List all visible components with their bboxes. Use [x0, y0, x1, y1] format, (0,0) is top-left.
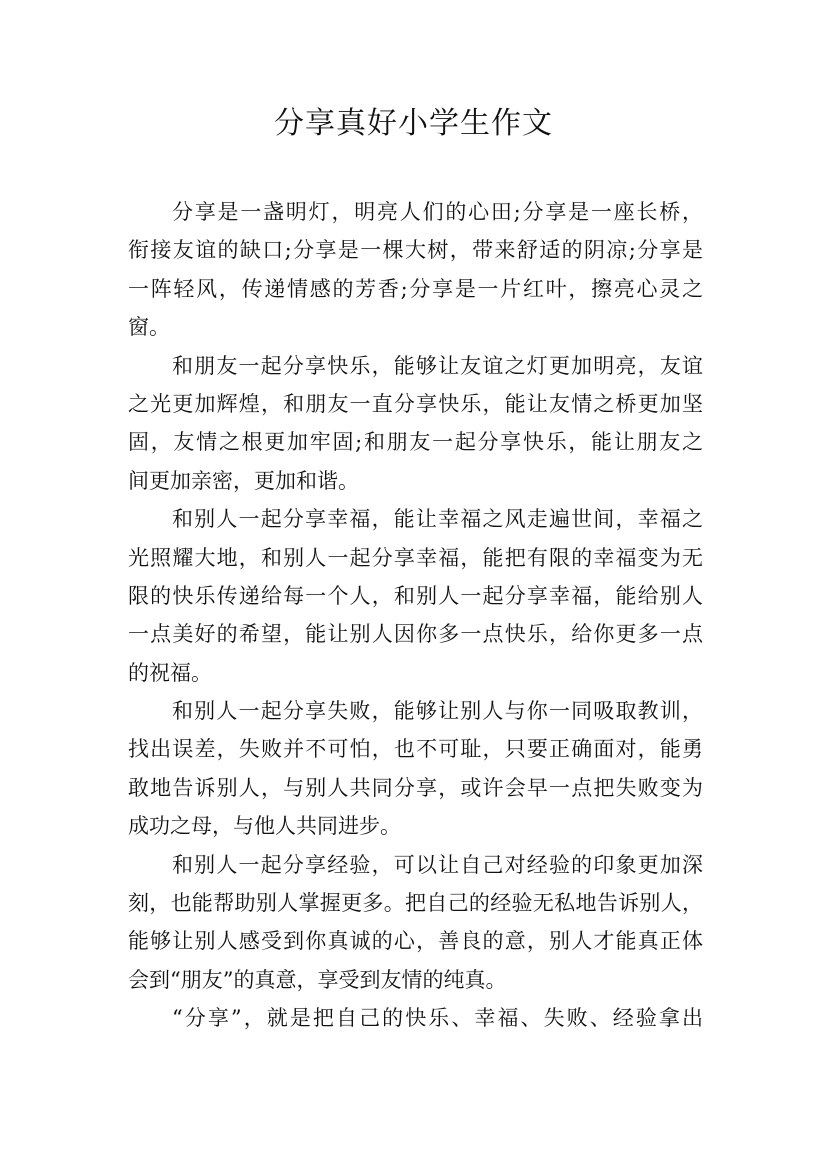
paragraph-line: 敢地告诉别人，与别人共同分享，或许会早一点把失败变为	[128, 775, 703, 800]
paragraph-line: 光照耀大地，和别人一起分享幸福，能把有限的幸福变为无	[128, 545, 703, 570]
paragraph-line: 一点美好的希望，能让别人因你多一点快乐，给你更多一点	[128, 622, 703, 647]
paragraph-line: 和别人一起分享失败，能够让别人与你一同吸取教训，	[172, 699, 703, 724]
paragraph-line: 限的快乐传递给每一个人，和别人一起分享幸福，能给别人	[128, 583, 703, 608]
paragraph-line: 一阵轻风，传递情感的芳香;分享是一片红叶，擦亮心灵之	[128, 276, 703, 301]
paragraph-line: 和朋友一起分享快乐，能够让友谊之灯更加明亮，友谊	[172, 353, 703, 378]
paragraph-line: 窗。	[128, 315, 170, 340]
paragraph-line: 刻，也能帮助别人掌握更多。把自己的经验无私地告诉别人，	[128, 891, 703, 916]
paragraph-5	[128, 846, 703, 1000]
paragraph-line: 能够让别人感受到你真诚的心，善良的意，别人才能真正体	[128, 929, 703, 954]
paragraph-2	[128, 347, 703, 501]
paragraph-line: 固，友情之根更加牢固;和朋友一起分享快乐，能让朋友之	[128, 430, 703, 455]
paragraph-1	[128, 193, 703, 347]
paragraph-line: 和别人一起分享经验，可以让自己对经验的印象更加深	[172, 852, 703, 877]
paragraph-line: 分享是一盏明灯，明亮人们的心田;分享是一座长桥，	[172, 200, 703, 224]
document-title: 分享真好小学生作文	[274, 106, 553, 141]
paragraph-line: 成功之母，与他人共同进步。	[128, 814, 401, 839]
paragraph-line: 找出误差，失败并不可怕，也不可耻，只要正确面对，能勇	[128, 737, 703, 762]
paragraph-line: 和别人一起分享幸福，能让幸福之风走遍世间，幸福之	[172, 507, 703, 532]
paragraph-line: “分享”，就是把自己的快乐、幸福、失败、经验拿出	[172, 1006, 703, 1031]
paragraph-3	[128, 500, 703, 692]
paragraph-line: 间更加亲密，更加和谐。	[128, 468, 359, 493]
paragraph-4	[128, 692, 703, 846]
paragraph-line: 衔接友谊的缺口;分享是一棵大树，带来舒适的阴凉;分享是	[128, 238, 703, 263]
paragraph-line: 之光更加辉煌，和朋友一直分享快乐，能让友情之桥更加坚	[128, 391, 703, 416]
document-body	[128, 193, 703, 1038]
paragraph-6	[128, 999, 703, 1037]
paragraph-line: 会到“朋友”的真意，享受到友情的纯真。	[128, 967, 507, 992]
paragraph-line: 的祝福。	[128, 660, 212, 685]
